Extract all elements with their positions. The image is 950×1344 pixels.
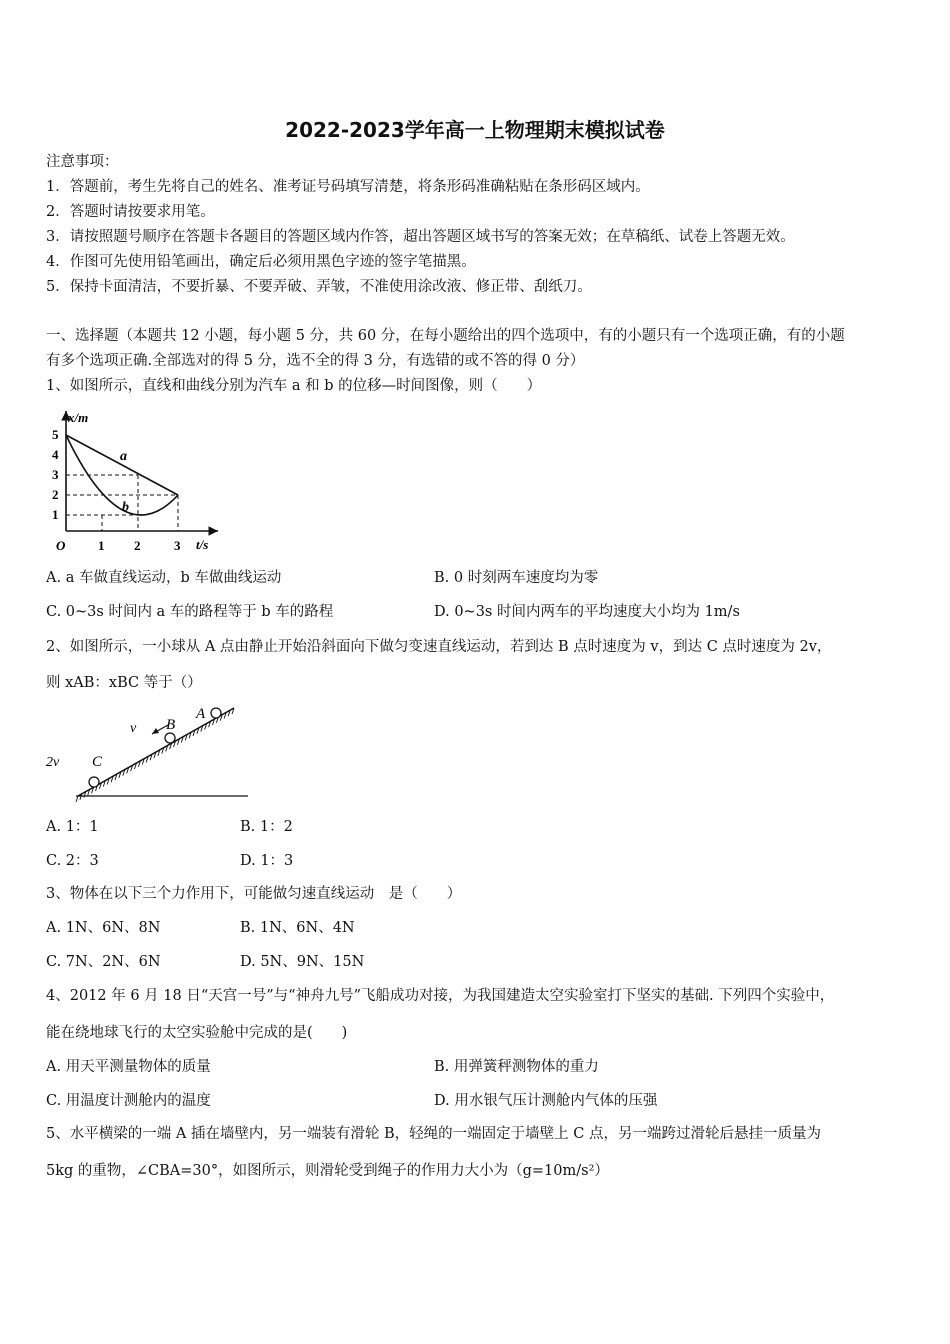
q1-option-c: C. 0~3s 时间内 a 车的路程等于 b 车的路程 (46, 604, 334, 620)
x-tick: 3 (174, 538, 181, 553)
origin-label: O (56, 538, 66, 553)
q3-option-c: C. 7N、2N、6N (46, 954, 161, 970)
notice-item: 2．答题时请按要求用笔。 (46, 204, 215, 220)
q2-option-c: C. 2：3 (46, 853, 99, 869)
label-a: A (196, 706, 206, 722)
q4-option-b: B. 用弹簧秤测物体的重力 (434, 1059, 599, 1075)
q5-stem-cont: 5kg 的重物，∠CBA=30°，如图所示，则滑轮受到绳子的作用力大小为（g=10m/s²） (46, 1163, 609, 1179)
q4-option-d: D. 用水银气压计测舱内气体的压强 (434, 1093, 658, 1109)
label-b: B (166, 717, 176, 733)
q1-option-b: B. 0 时刻两车速度均为零 (434, 570, 599, 586)
q3-option-a: A. 1N、6N、8N (46, 920, 161, 936)
notice-item: 1．答题前，考生先将自己的姓名、准考证号码填写清楚，将条形码准确粘贴在条形码区域内。 (46, 179, 650, 195)
section-heading: 一、选择题（本题共 12 小题，每小题 5 分，共 60 分，在每小题给出的四个选项中，有的小题只有一个选项正确，有的小题 (46, 328, 845, 344)
label-c: C (92, 754, 103, 770)
notice-item: 3．请按照题号顺序在答题卡各题目的答题区域内作答，超出答题区域书写的答案无效；在草稿纸、试卷上答题无效。 (46, 229, 795, 245)
y-tick: 1 (52, 507, 59, 522)
q3-stem: 3、物体在以下三个力作用下，可能做匀速直线运动 是（ ） (46, 886, 462, 902)
ball-c (89, 777, 99, 787)
y-tick: 2 (52, 487, 59, 502)
label-2v: 2v (46, 755, 60, 770)
x-tick: 1 (98, 538, 105, 553)
section-heading-cont: 有多个选项正确.全部选对的得 5 分，选不全的得 3 分，有选错的或不答的得 0 分） (46, 353, 585, 369)
x-axis-label: t/s (196, 537, 209, 552)
q1-stem: 1、如图所示，直线和曲线分别为汽车 a 和 b 的位移—时间图像，则（ ） (46, 378, 542, 394)
notice-heading: 注意事项： (46, 154, 119, 170)
q4-stem-cont: 能在绕地球飞行的太空实验舱中完成的是( ) (46, 1025, 348, 1041)
y-tick: 4 (52, 447, 59, 462)
q5-stem: 5、水平横梁的一端 A 插在墙壁内，另一端装有滑轮 B，轻绳的一端固定于墙壁上 C 点，另一端跨过滑轮后悬挂一质量为 (46, 1126, 821, 1142)
page-title: 2022-2023学年高一上物理期末模拟试卷 (285, 118, 665, 142)
q2-option-d: D. 1：3 (240, 853, 294, 869)
y-tick: 3 (52, 467, 59, 482)
q1-option-a: A. a 车做直线运动，b 车做曲线运动 (46, 570, 282, 586)
notice-item: 4．作图可先使用铅笔画出，确定后必须用黑色字迹的签字笔描黑。 (46, 254, 476, 270)
y-tick: 5 (52, 427, 59, 442)
q1-option-d: D. 0~3s 时间内两车的平均速度大小均为 1m/s (434, 604, 740, 620)
q3-option-b: B. 1N、6N、4N (240, 920, 355, 936)
q3-option-d: D. 5N、9N、15N (240, 954, 365, 970)
q2-stem-cont: 则 xAB：xBC 等于（） (46, 675, 202, 691)
q2-option-a: A. 1：1 (46, 819, 99, 835)
q4-option-a: A. 用天平测量物体的质量 (46, 1059, 211, 1075)
ball-a (211, 708, 221, 718)
label-b: b (122, 500, 129, 515)
label-a: a (120, 449, 127, 464)
q2-option-b: B. 1：2 (240, 819, 293, 835)
q4-option-c: C. 用温度计测舱内的温度 (46, 1093, 211, 1109)
x-tick: 2 (134, 538, 141, 553)
label-v: v (130, 721, 137, 736)
y-axis-label: x/m (68, 410, 89, 425)
q2-stem: 2、如图所示，一小球从 A 点由静止开始沿斜面向下做匀变速直线运动，若到达 B 点时速度为 v，到达 C 点时速度为 2v， (46, 639, 832, 655)
ball-b (165, 733, 175, 743)
q2-incline-figure (44, 700, 254, 805)
notice-item: 5．保持卡面清洁，不要折暴、不要弄破、弄皱，不准使用涂改液、修正带、刮纸刀。 (46, 279, 592, 295)
q1-xt-graph (46, 405, 226, 555)
q4-stem: 4、2012 年 6 月 18 日“天宫一号”与“神舟九号”飞船成功对接，为我国建造太空实验室打下坚实的基础. 下列四个实验中， (46, 988, 835, 1004)
